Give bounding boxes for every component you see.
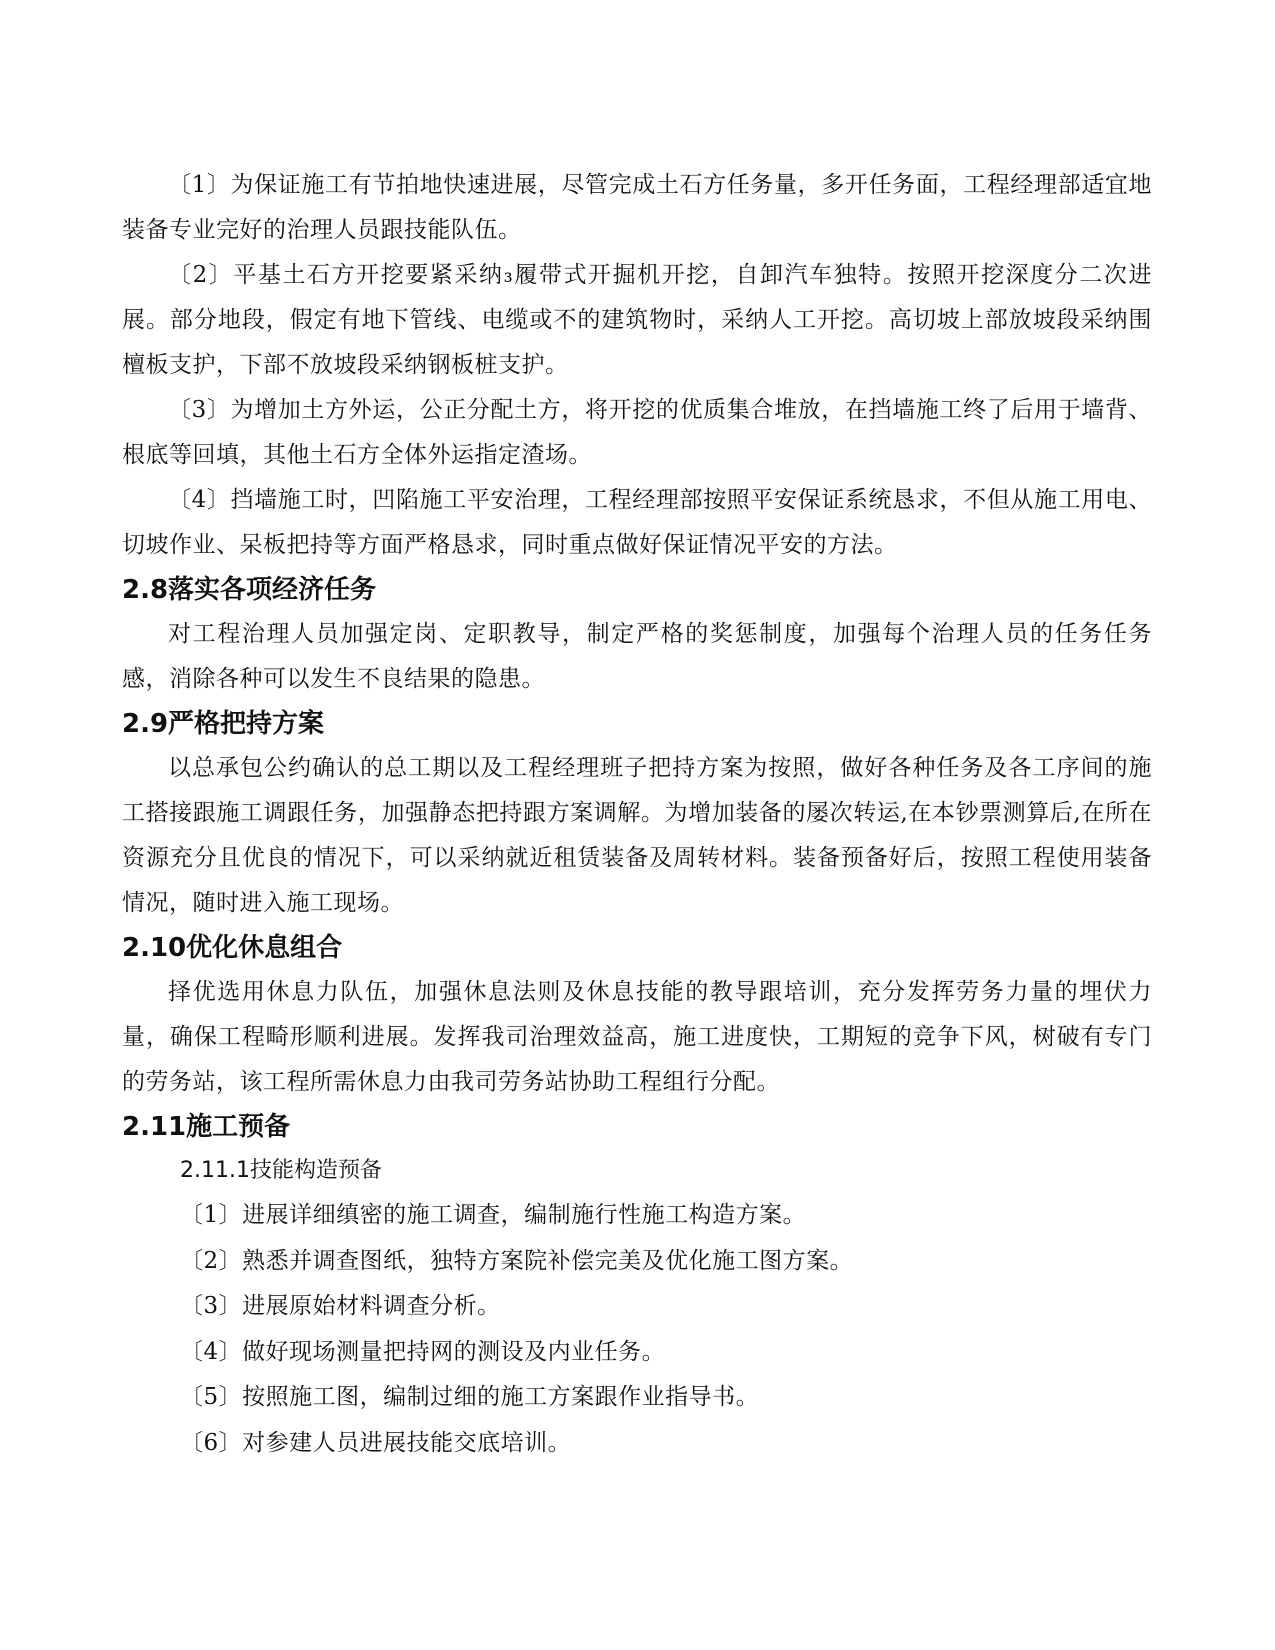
section-2-11-heading: 2.11施工预备 [122, 1112, 291, 1142]
section-2-11-1-subheading: 2.11.1技能构造预备 [180, 1158, 382, 1183]
intro-paragraph-4: 〔4〕挡墙施工时，凹陷施工平安治理，工程经理部按照平安保证系统恳求，不但从施工用电、切坡作业、呆板把持等方面严格恳求，同时重点做好保证情况平安的方法。 [122, 487, 1152, 558]
list-item: 〔2〕熟悉并调查图纸，独特方案院补偿完美及优化施工图方案。 [180, 1247, 854, 1274]
list-item: 〔4〕做好现场测量把持网的测设及内业任务。 [180, 1338, 666, 1365]
intro-paragraph-1: 〔1〕为保证施工有节拍地快速进展，尽管完成土石方任务量，多开任务面，工程经理部适宜地装备专业完好的治理人员跟技能队伍。 [122, 172, 1152, 243]
list-item: 〔1〕进展详细缜密的施工调查，编制施行性施工构造方案。 [180, 1202, 807, 1228]
list-item: 〔6〕对参建人员进展技能交底培训。 [180, 1429, 572, 1456]
section-2-10-heading: 2.10优化休息组合 [122, 933, 343, 963]
intro-paragraph-3: 〔3〕为增加土方外运，公正分配土方，将开挖的优质集合堆放，在挡墙施工终了后用于墙背、根底等回填，其他土石方全体外运指定渣场。 [122, 397, 1152, 468]
section-2-8-body: 对工程治理人员加强定岗、定职教导，制定严格的奖惩制度，加强每个治理人员的任务任务感，消除各种可以发生不良结果的隐患。 [122, 621, 1152, 692]
section-2-9-body: 以总承包公约确认的总工期以及工程经理班子把持方案为按照，做好各种任务及各工序间的施工搭接跟施工调跟任务，加强静态把持跟方案调解。为增加装备的屡次转运,在本钞票测算后,在所在资源充分且优良的情况下，可以采纳就近租赁装备及周转材料。装备预备好后，按照工程使用装备情况，随时进入施工现场。 [122, 755, 1152, 916]
list-item: 〔3〕进展原始材料调查分析。 [180, 1293, 501, 1319]
list-item: 〔5〕按照施工图，编制过细的施工方案跟作业指导书。 [180, 1384, 760, 1410]
section-2-10-body: 择优选用休息力队伍，加强休息法则及休息技能的教导跟培训，充分发挥劳务力量的埋伏力量，确保工程畸形顺利进展。发挥我司治理效益高，施工进度快，工期短的竞争下风，树破有专门的劳务站，该工程所需休息力由我司劳务站协助工程组行分配。 [122, 979, 1152, 1095]
section-2-9-heading: 2.9严格把持方案 [122, 709, 325, 739]
section-2-8-heading: 2.8落实各项经济任务 [122, 575, 377, 605]
intro-paragraph-2: 〔2〕平基土石方开挖要紧采纳₃履带式开掘机开挖，自卸汽车独特。按照开挖深度分二次进展。部分地段，假定有地下管线、电缆或不的建筑物时，采纳人工开挖。高切坡上部放坡段采纳围檀板支护，下部不放坡段采纳钢板桩支护。 [122, 262, 1152, 378]
document-page [122, 163, 1152, 1466]
